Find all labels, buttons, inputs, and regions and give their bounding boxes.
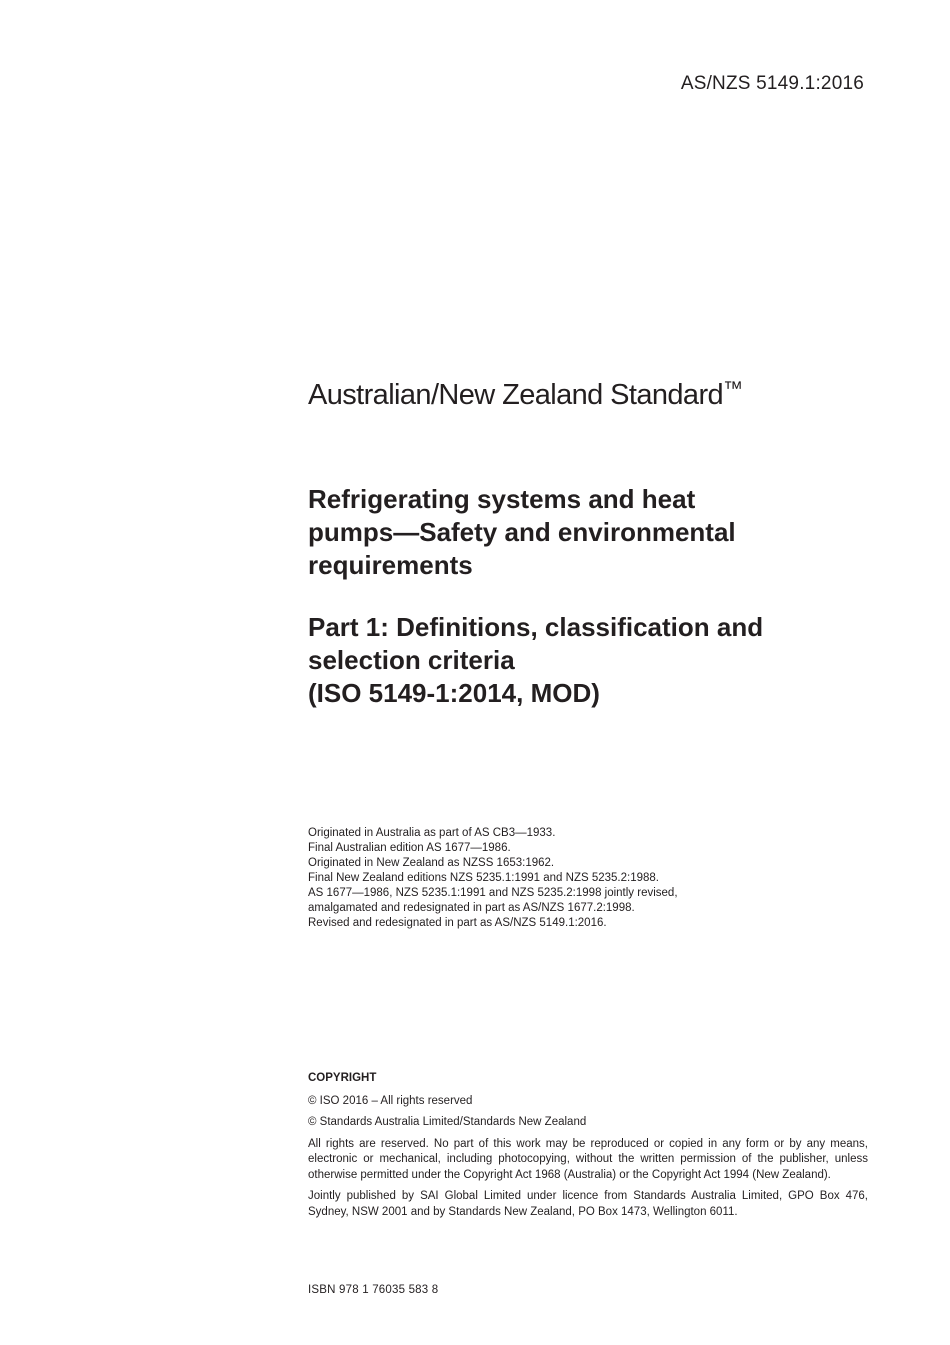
iso-copyright-notice: © ISO 2016 – All rights reserved: [308, 1094, 473, 1107]
document-subtitle: [308, 611, 868, 710]
history-line: Revised and redesignated in part as AS/NZS 5149.1:2016.: [308, 917, 607, 929]
subtitle-line: (ISO 5149-1:2014, MOD): [308, 678, 600, 708]
history-line: AS 1677—1986, NZS 5235.1:1991 and NZS 5235.2:1998 jointly revised,: [308, 887, 678, 899]
copyright-heading: COPYRIGHT: [308, 1072, 377, 1084]
publication-history: [308, 826, 868, 931]
history-line: Final New Zealand editions NZS 5235.1:1991 and NZS 5235.2:1988.: [308, 872, 659, 884]
isbn: ISBN 978 1 76035 583 8: [308, 1284, 439, 1296]
subtitle-line: Part 1: Definitions, classification and: [308, 612, 764, 642]
rights-reserved-text: All rights are reserved. No part of this work may be reproduced or copied in any form or by any means, electronic or mechanical, including photocopying, without the written permission of the publisher, unless otherwise permitted under the Copyright Act 1968 (Australia) or the Copyright Act 1994 (New Zealand).: [308, 1137, 868, 1181]
document-title: [308, 483, 868, 582]
title-line: requirements: [308, 550, 473, 580]
history-line: Final Australian edition AS 1677—1986.: [308, 842, 511, 854]
subtitle-line: selection criteria: [308, 645, 515, 675]
copyright-block: [308, 1071, 868, 1226]
document-code: AS/NZS 5149.1:2016: [680, 73, 864, 94]
history-line: amalgamated and redesignated in part as AS/NZS 1677.2:1998.: [308, 902, 635, 914]
standard-type-label: Australian/New Zealand Standard: [308, 379, 724, 411]
trademark-symbol: ™: [723, 378, 744, 400]
title-line: pumps—Safety and environmental: [308, 517, 736, 547]
history-line: Originated in New Zealand as NZSS 1653:1962.: [308, 857, 555, 869]
sa-copyright-notice: © Standards Australia Limited/Standards New Zealand: [308, 1116, 587, 1128]
publisher-text: Jointly published by SAI Global Limited under licence from Standards Australia Limited, GPO Box 476, Sydney, NSW 2001 and by Standards New Zealand, PO Box 1473, Wellington 6011.: [308, 1190, 868, 1218]
history-line: Originated in Australia as part of AS CB3—1933.: [308, 827, 556, 839]
standard-type-heading: [308, 378, 868, 412]
title-line: Refrigerating systems and heat: [308, 484, 696, 514]
